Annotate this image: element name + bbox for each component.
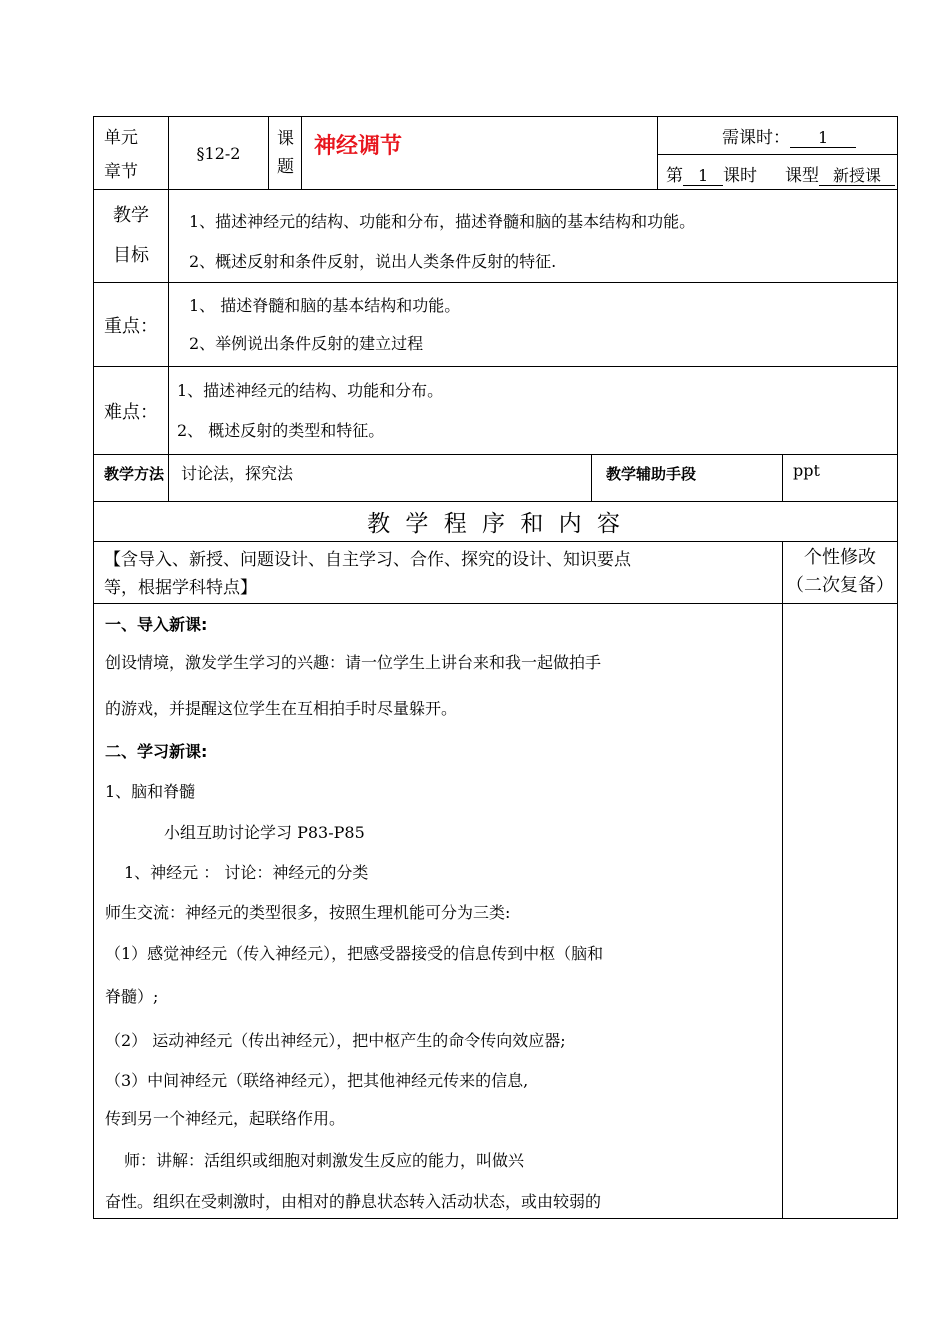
aids-label-cell [592,455,783,502]
hours-value: 1 [790,129,856,148]
content-line: 传到另一个神经元，起联络作用。 [105,1109,346,1128]
content-line: 的游戏，并提醒这位学生在互相拍手时尽量躲开。 [105,699,458,718]
key-points-label: 重点： [104,315,158,337]
topic-label-line-2: 题 [277,157,295,177]
lesson-prefix: 第 [666,165,684,186]
key-points-label-cell [94,283,169,367]
aids-value-cell [783,455,898,502]
unit-label-line-1: 单元 [104,128,138,148]
objective-item: 1、描述神经元的结构、功能和分布，描述脊髓和脑的基本结构和功能。 [189,212,696,231]
content-line: （3）中间神经元（联络神经元），把其他神经元传来的信息, [105,1071,529,1090]
objectives-label-line-1: 教学 [113,205,149,226]
section-heading-intro: 一、导入新课: [105,615,208,634]
type-label: 课型 [785,165,820,186]
content-line: 小组互助讨论学习 P83-P85 [164,823,365,842]
objective-item: 2、概述反射和条件反射，说出人类条件反射的特征. [189,252,557,271]
difficulties-content-cell [169,367,898,455]
procedure-heading: 教 学 程 序 和 内 容 [367,511,624,537]
content-line: 脊髓）; [105,987,159,1006]
difficulties-label-cell [94,367,169,455]
difficulty-item: 1、描述神经元的结构、功能和分布。 [177,381,444,400]
revision-header-cell [783,542,898,604]
aids-value: ppt [793,461,820,480]
lesson-number: 1 [683,167,723,186]
hours-label: 需课时： [722,128,791,148]
difficulties-label: 难点： [104,401,158,423]
lesson-plan-page [93,116,897,1219]
content-line: （1）感觉神经元（传入神经元），把感受器接受的信息传到中枢（脑和 [105,944,604,963]
difficulty-item: 2、 概述反射的类型和特征。 [177,421,385,440]
section-cell [169,117,269,190]
revision-label-line-1: 个性修改 [804,547,877,568]
content-line: 1、神经元 ： 讨论：神经元的分类 [124,863,369,882]
revision-label-line-2: （二次复备） [786,575,895,596]
section-heading-new: 二、学习新课: [105,742,208,761]
methods-value: 讨论法，探究法 [181,464,294,483]
hours-cell [658,117,898,155]
content-line: 师：讲解：活组织或细胞对刺激发生反应的能力，叫做兴 [124,1151,525,1170]
topic-label-cell [269,117,302,190]
objectives-content-cell [169,190,898,283]
content-cell [94,604,783,1219]
methods-label-cell [94,455,169,502]
aids-label: 教学辅助手段 [606,465,697,483]
procedure-note-line-1: 【含导入、新授、问题设计、自主学习、合作、探究的设计、知识要点 [104,550,631,570]
section-value: §12-2 [196,143,241,163]
type-value: 新授课 [819,167,895,186]
content-line: 奋性。组织在受刺激时，由相对的静息状态转入活动状态，或由较弱的 [105,1192,602,1211]
revision-content-cell [783,604,898,1219]
topic-title-cell [302,117,658,190]
lesson-suffix: 课时 [723,165,758,186]
key-points-content-cell [169,283,898,367]
key-point-item: 2、举例说出条件反射的建立过程 [189,334,424,353]
methods-label: 教学方法 [104,465,165,483]
lesson-type-cell [658,154,898,189]
topic-title: 神经调节 [314,134,403,159]
lesson-plan-table [93,116,898,1219]
methods-value-cell [169,455,592,502]
procedure-heading-cell [94,502,898,542]
procedure-note-cell [94,542,783,604]
unit-label-line-2: 章节 [104,162,138,182]
objectives-label-line-2: 目标 [113,245,149,266]
content-line: 师生交流：神经元的类型很多，按照生理机能可分为三类: [105,903,511,922]
content-line: （2） 运动神经元（传出神经元），把中枢产生的命令传向效应器; [105,1031,566,1050]
procedure-note-line-2: 等，根据学科特点】 [104,578,257,598]
content-line: 1、脑和脊髓 [105,782,196,801]
content-line: 创设情境，激发学生学习的兴趣：请一位学生上讲台来和我一起做拍手 [105,653,602,672]
key-point-item: 1、 描述脊髓和脑的基本结构和功能。 [189,296,461,315]
unit-label-cell [94,117,169,190]
topic-label-line-1: 课 [277,129,295,149]
objectives-label-cell [94,190,169,283]
